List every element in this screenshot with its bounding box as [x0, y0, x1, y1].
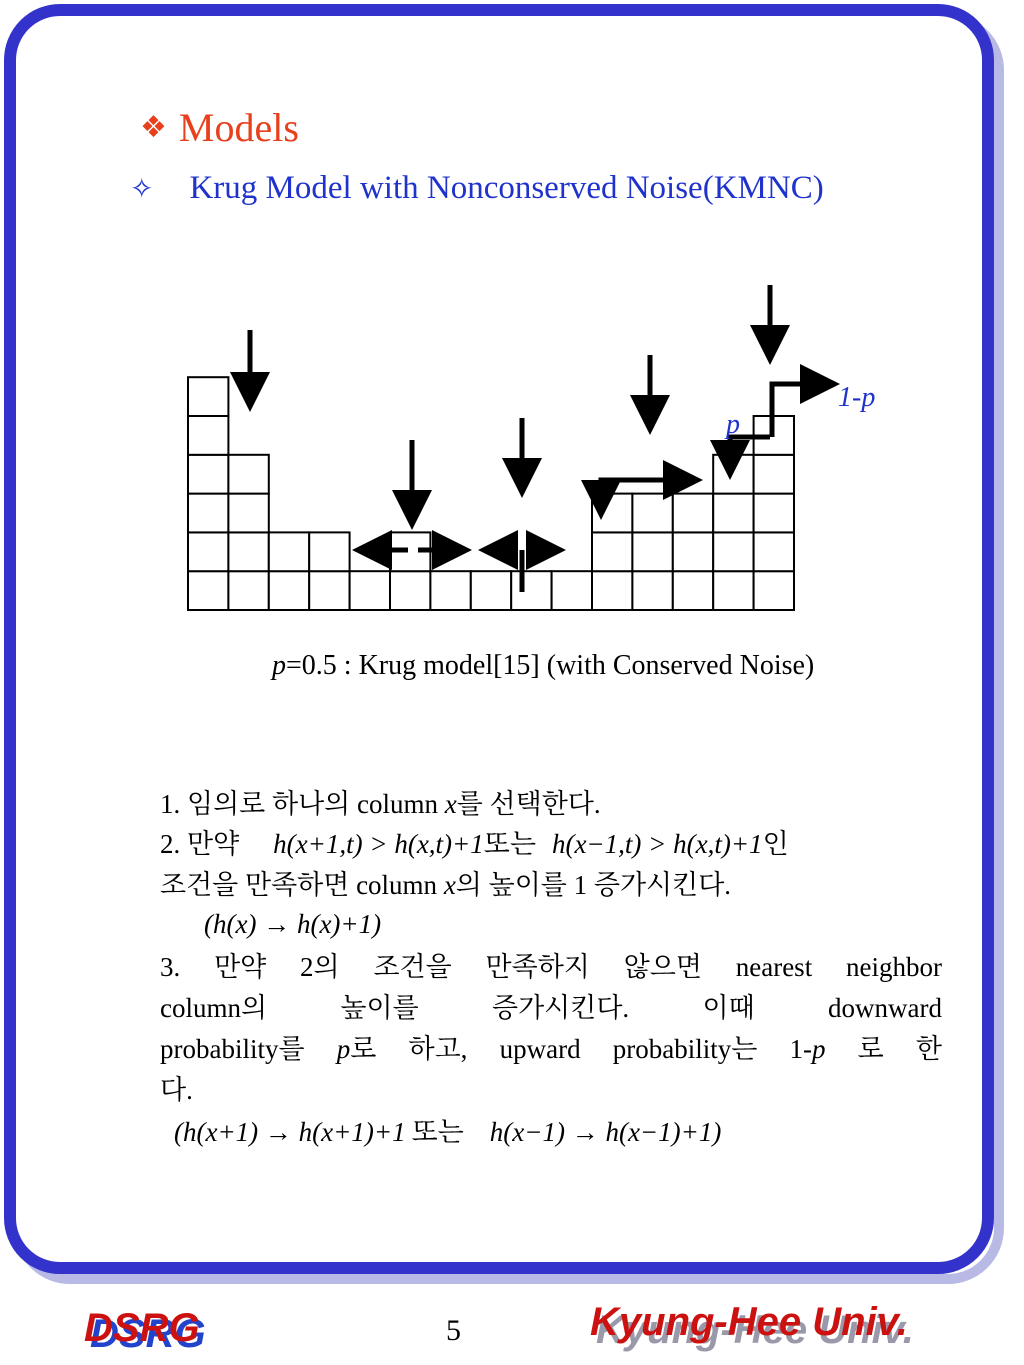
step-2-condition-2: h(x−1,t) > h(x,t)+1 — [551, 829, 763, 859]
grid-cell — [673, 494, 713, 533]
grid-cell — [430, 571, 470, 610]
grid-cell — [188, 532, 228, 571]
step-3-formula-b: h(x−1) → h(x−1)+1) — [489, 1117, 722, 1147]
label-1-minus-p: 1-p — [838, 382, 876, 413]
grid-cell — [269, 571, 309, 610]
step-3-or: 또는 — [411, 1117, 464, 1147]
step-3-line-4: 다. — [160, 1075, 193, 1105]
step-3-text-c: 로 한 — [825, 1034, 942, 1064]
grid-cell — [632, 532, 672, 571]
grid-cell — [188, 416, 228, 455]
grid-cell — [673, 571, 713, 610]
footer-university-logo: Kyung-Hee Univ. — [590, 1300, 908, 1344]
grid-cell — [390, 571, 430, 610]
grid-cell — [592, 532, 632, 571]
step-2-in: 인 — [762, 829, 789, 859]
diamond-bullet-icon: ❖ — [140, 110, 167, 145]
step-3-formula — [174, 1112, 721, 1153]
step-2-formula: (h(x) → h(x)+1) — [204, 909, 382, 939]
grid-cell — [754, 571, 794, 610]
step-3-p: p — [336, 1034, 351, 1064]
column-grid — [188, 377, 794, 610]
step-1-text-b: 를 선택한다. — [456, 789, 601, 819]
grid-cell — [713, 494, 753, 533]
model-title-text: Krug Model with Nonconserved Noise(KMNC) — [189, 170, 824, 206]
grid-cell — [713, 532, 753, 571]
grid-cell — [592, 571, 632, 610]
step-2-or: 또는 — [483, 829, 536, 859]
grid-cell — [592, 494, 632, 533]
grid-cell — [552, 571, 592, 610]
step-2-line-1 — [160, 824, 789, 865]
grid-cell — [188, 455, 228, 494]
grid-cell — [754, 455, 794, 494]
grid-cell — [511, 571, 551, 610]
grid-cell — [350, 571, 390, 610]
star-bullet-icon: ✧ — [130, 172, 154, 205]
heading-text: Models — [178, 105, 299, 150]
step-2-condition-1: h(x+1,t) > h(x,t)+1 — [273, 829, 484, 859]
grid-cell — [713, 455, 753, 494]
caption-text: =0.5 : Krug model[15] (with Conserved Noise) — [286, 650, 815, 681]
step-3-formula-a: (h(x+1) → h(x+1)+1 — [174, 1117, 406, 1147]
caption-p: p — [272, 650, 286, 681]
step-3-line-1: 3. 만약 2의 조건을 만족하지 않으면 nearest neighbor — [160, 952, 942, 982]
grid-cell — [188, 571, 228, 610]
step-1 — [160, 784, 601, 825]
step-1-x: x — [444, 789, 457, 819]
grid-cell — [309, 532, 349, 571]
step-2-x: x — [443, 870, 456, 900]
step-3-line-3 — [160, 1029, 942, 1070]
grid-cell — [228, 494, 268, 533]
footer-dsrg-logo: DSRG — [84, 1306, 200, 1350]
step-2-label: 2. 만약 — [160, 829, 240, 859]
grid-cell — [309, 571, 349, 610]
step-2-text-c: 의 높이를 1 증가시킨다. — [455, 870, 732, 900]
grid-cell — [754, 494, 794, 533]
page-number: 5 — [446, 1314, 461, 1347]
step-3-text-b: 로 하고, upward probability는 1- — [350, 1034, 812, 1064]
grid-cell — [632, 571, 672, 610]
grid-cell — [471, 571, 511, 610]
step-3-text-a: probability를 — [160, 1034, 337, 1064]
grid-cell — [228, 532, 268, 571]
step-3-p2: p — [811, 1034, 826, 1064]
figure-caption — [272, 650, 814, 682]
grid-cell — [228, 571, 268, 610]
label-p: p — [726, 409, 740, 440]
grid-cell — [632, 494, 672, 533]
grid-cell — [188, 494, 228, 533]
step-2-text-b: 조건을 만족하면 column — [160, 870, 444, 900]
step-2-line-2 — [160, 865, 731, 906]
grid-cell — [228, 455, 268, 494]
grid-cell — [713, 571, 753, 610]
grid-cell — [188, 377, 228, 416]
grid-cell — [754, 532, 794, 571]
step-3-line-2: column의 높이를 증가시킨다. 이때 downward — [160, 993, 942, 1023]
step-1-text-a: 1. 임의로 하나의 column — [160, 789, 445, 819]
grid-cell — [673, 532, 713, 571]
grid-cell — [269, 532, 309, 571]
